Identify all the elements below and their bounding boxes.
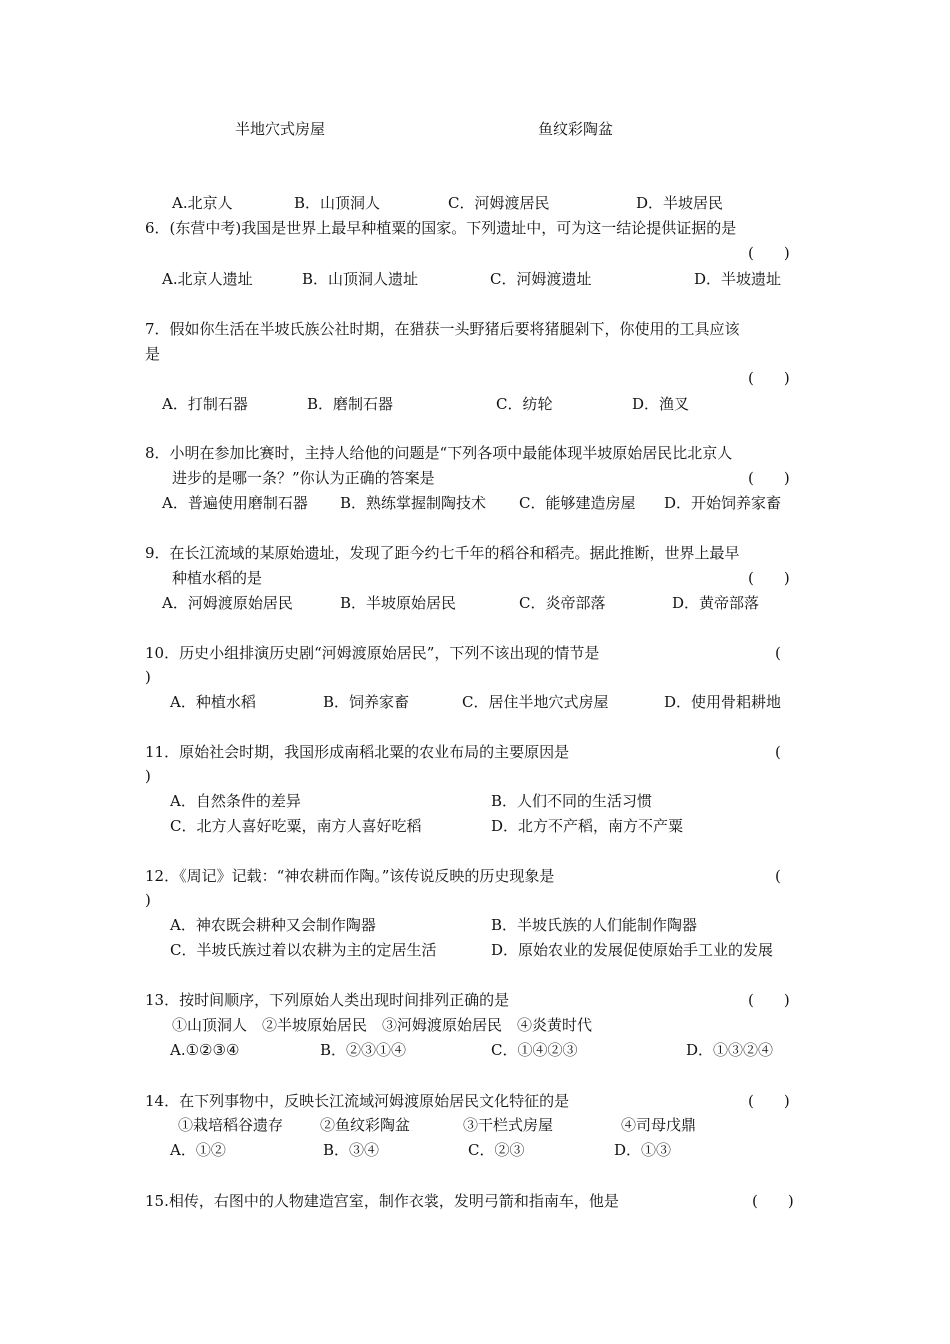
q8-option-b: B．熟练掌握制陶技术 [340, 494, 487, 512]
q13-items: ①山顶洞人 ②半坡原始居民 ③河姆渡原始居民 ④炎黄时代 [172, 1016, 593, 1034]
q10-option-a: A．种植水稻 [170, 693, 256, 711]
q10-stem: 10．历史小组排演历史剧“河姆渡原始居民”，下列不该出现的情节是 [145, 644, 600, 662]
q13-stem: 13．按时间顺序，下列原始人类出现时间排列正确的是 [145, 991, 510, 1009]
q10-option-b: B．饲养家畜 [323, 693, 410, 711]
q13-option-a: A.①②③④ [170, 1041, 240, 1059]
q12-option-d: D．原始农业的发展促使原始手工业的发展 [491, 941, 774, 959]
q14-item-1: ①栽培稻谷遗存 [178, 1116, 284, 1134]
q9-option-d: D．黄帝部落 [672, 594, 760, 612]
q14-stem: 14．在下列事物中，反映长江流域河姆渡原始居民文化特征的是 [145, 1092, 570, 1110]
q11-option-b: B．人们不同的生活习惯 [491, 792, 653, 810]
q6-stem: 6．(东营中考)我国是世界上最早种植粟的国家。下列遗址中，可为这一结论提供证据的是 [145, 219, 737, 237]
q9-option-a: A．河姆渡原始居民 [162, 594, 293, 612]
q6-option-b: B．山顶洞人遗址 [302, 270, 419, 288]
q11-option-d: D．北方不产稻，南方不产粟 [491, 817, 684, 835]
q12-stem: 12．《周记》记载：“神农耕而作陶。”该传说反映的历史现象是 [145, 867, 555, 885]
q14-item-4: ④司母戊鼎 [621, 1116, 697, 1134]
q8-stem: 8．小明在参加比赛时，主持人给他的问题是“下列各项中最能体现半坡原始居民比北京人 [145, 444, 733, 462]
q7-option-a: A．打制石器 [162, 395, 248, 413]
q14-option-a: A．①② [170, 1141, 226, 1159]
q6-option-c: C．河姆渡遗址 [490, 270, 592, 288]
q12-option-a: A．神农既会耕种又会制作陶器 [170, 916, 376, 934]
q15-stem: 15.相传，右图中的人物建造宫室，制作衣裳，发明弓箭和指南车，他是 [145, 1192, 619, 1210]
q14-option-d: D．①③ [614, 1141, 672, 1159]
q11-paren-open: ( [775, 743, 781, 761]
q13-option-b: B．②③①④ [320, 1041, 407, 1059]
q6-option-d: D．半坡遗址 [694, 270, 782, 288]
q9-stem: 9．在长江流域的某原始遗址，发现了距今约七千年的稻谷和稻壳。据此推断，世界上最早 [145, 544, 740, 562]
q14-item-3: ③干栏式房屋 [463, 1116, 554, 1134]
q11-stem: 11．原始社会时期，我国形成南稻北粟的农业布局的主要原因是 [145, 743, 570, 761]
q7-paren: ( ) [748, 369, 790, 387]
q7-stem-cont: 是 [145, 345, 161, 363]
q6-paren: ( ) [748, 244, 790, 262]
q13-paren: ( ) [748, 991, 790, 1009]
q12-option-b: B．半坡氏族的人们能制作陶器 [491, 916, 698, 934]
q14-option-c: C．②③ [468, 1141, 525, 1159]
q13-option-d: D．①③②④ [686, 1041, 774, 1059]
q7-option-d: D．渔叉 [632, 395, 690, 413]
q12-option-c: C．半坡氏族过着以农耕为主的定居生活 [170, 941, 437, 959]
q5-option-c: C．河姆渡居民 [448, 194, 550, 212]
q14-item-2: ②鱼纹彩陶盆 [320, 1116, 411, 1134]
caption-right: 鱼纹彩陶盆 [538, 120, 614, 138]
q12-paren-open: ( [775, 867, 781, 885]
q8-option-d: D．开始饲养家畜 [664, 494, 782, 512]
q8-option-c: C．能够建造房屋 [519, 494, 636, 512]
q14-paren: ( ) [748, 1092, 790, 1110]
q5-option-a: A.北京人 [172, 194, 233, 212]
q13-option-c: C．①④②③ [491, 1041, 578, 1059]
q7-option-b: B．磨制石器 [307, 395, 394, 413]
q5-option-b: B．山顶洞人 [294, 194, 381, 212]
caption-left: 半地穴式房屋 [235, 120, 326, 138]
q11-paren-close: ) [145, 767, 151, 785]
q7-option-c: C．纺轮 [496, 395, 553, 413]
q14-option-b: B．③④ [323, 1141, 380, 1159]
q10-option-c: C．居住半地穴式房屋 [462, 693, 609, 711]
q10-option-d: D．使用骨耜耕地 [664, 693, 782, 711]
q15-paren: ( ) [752, 1192, 794, 1210]
q7-stem: 7．假如你生活在半坡氏族公社时期，在猎获一头野猪后要将猪腿剁下，你使用的工具应该 [145, 320, 740, 338]
q8-paren: ( ) [748, 469, 790, 487]
q9-option-b: B．半坡原始居民 [340, 594, 457, 612]
q9-stem-cont: 种植水稻的是 [172, 569, 263, 587]
q12-paren-close: ) [145, 891, 151, 909]
q5-option-d: D．半坡居民 [636, 194, 724, 212]
q8-stem-cont: 进步的是哪一条？”你认为正确的答案是 [172, 469, 435, 487]
q10-paren-close: ) [145, 668, 151, 686]
q8-option-a: A．普遍使用磨制石器 [162, 494, 308, 512]
q11-option-a: A．自然条件的差异 [170, 792, 301, 810]
q9-paren: ( ) [748, 569, 790, 587]
q6-option-a: A.北京人遗址 [162, 270, 253, 288]
q10-paren-open: ( [775, 644, 781, 662]
q11-option-c: C．北方人喜好吃粟，南方人喜好吃稻 [170, 817, 422, 835]
q9-option-c: C．炎帝部落 [519, 594, 606, 612]
